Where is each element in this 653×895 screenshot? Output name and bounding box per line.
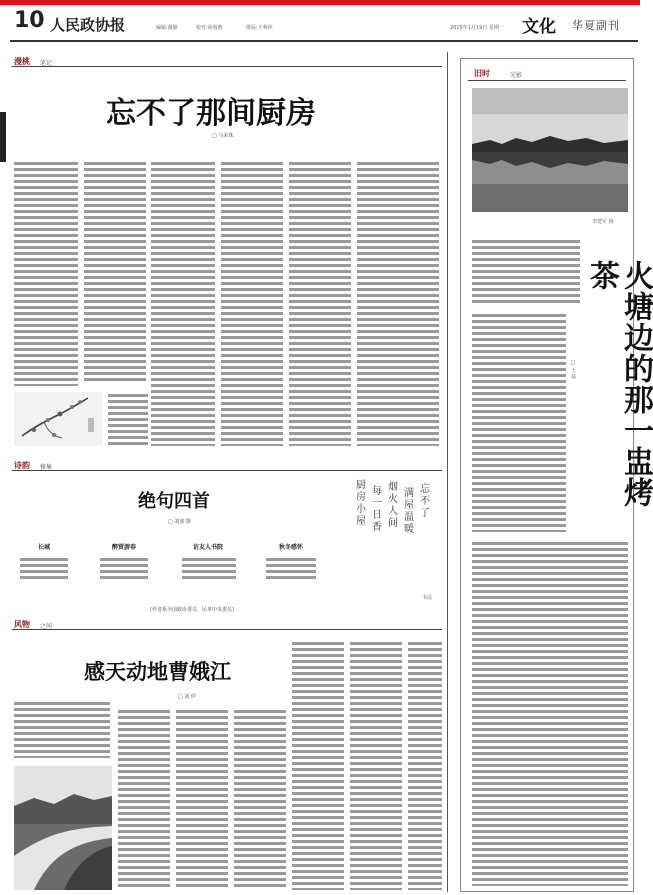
plum-blossom-painting	[14, 392, 102, 446]
article-text-column	[289, 160, 351, 446]
article-text-column	[14, 700, 110, 758]
poem-text	[20, 556, 68, 580]
article-byline: □ 王 琼	[570, 360, 576, 380]
supplement-name: 华夏副刊	[572, 19, 620, 32]
top-red-bar	[0, 0, 640, 5]
layout-credit: 排版:王利萍	[246, 25, 273, 31]
poem-title: 长城	[37, 544, 50, 551]
calligraphy-column: 满屋温暖	[404, 488, 414, 535]
article-title: 火塘边的那一盅烤茶	[584, 260, 653, 508]
article-text-column	[472, 312, 566, 532]
paper-name: 人民政协报	[50, 16, 126, 34]
section-sub: 雅集	[40, 464, 53, 471]
article-text-column	[151, 160, 215, 446]
section-rule	[12, 66, 442, 67]
intro-text	[472, 238, 580, 306]
section-label: 漫桃	[14, 57, 30, 66]
section-sub: 之间	[40, 623, 53, 630]
article-text-column	[408, 640, 442, 890]
article-title: 忘不了那间厨房	[106, 96, 316, 131]
poem-text	[266, 556, 316, 580]
page-header	[10, 8, 638, 42]
page-number: 10	[14, 8, 45, 33]
calligraphy-signature: 书法	[422, 595, 433, 601]
article-byline: □ 马荣珠	[212, 133, 234, 139]
article-text-column	[350, 640, 402, 890]
article-byline: □ 刘 伊	[178, 694, 196, 700]
section-sub: 光影	[510, 72, 523, 79]
proofreader-credit: 校对:胡蓉蓉	[196, 25, 223, 31]
calligraphy-column: 烟火人间	[388, 482, 398, 529]
article-text-column	[292, 640, 344, 890]
calligraphy-column: 厨房小屋	[356, 480, 366, 527]
article-text-column	[118, 708, 170, 890]
section-rule	[12, 470, 442, 471]
section-name: 文化	[522, 17, 556, 37]
article-title: 感天动地曹娥江	[84, 659, 231, 684]
article-text-column	[84, 160, 146, 382]
column-divider	[447, 52, 448, 892]
article-byline: □ 刘波 撰	[168, 519, 191, 525]
poem-title: 访友人书院	[192, 544, 223, 551]
article-text-column	[108, 392, 148, 446]
left-edge-stripe	[0, 112, 6, 162]
article-text-column	[472, 540, 628, 886]
section-label: 诗韵	[14, 461, 30, 470]
photo-credit: 李建军 摄	[592, 219, 614, 225]
article-text-column	[357, 160, 439, 446]
section-rule	[12, 629, 442, 630]
calligraphy-column: 忘不了	[420, 484, 430, 519]
poem-title: 秋冬感怀	[278, 544, 303, 551]
article-title: 绝句四首	[138, 491, 210, 512]
poem-text	[182, 556, 236, 580]
article-text-column	[14, 160, 78, 386]
lake-photo	[472, 88, 628, 212]
article-text-column	[234, 708, 286, 890]
calligraphy-column: 每一日香	[372, 486, 382, 533]
poem-text	[100, 556, 148, 580]
section-label: 风物	[14, 620, 30, 629]
section-label: 旧时	[474, 69, 490, 78]
editor-credit: 编辑:谢颖	[156, 25, 178, 31]
poem-title: 醉赏游春	[111, 544, 136, 551]
author-note: (作者系全国政协委员、民革中央委员)	[150, 607, 234, 613]
article-text-column	[176, 708, 228, 890]
calligraphy-artwork	[350, 478, 446, 606]
section-sub: 笔记	[40, 60, 53, 67]
issue-date: 2015年1月19日 星期一	[450, 25, 504, 31]
section-rule	[468, 80, 626, 81]
article-text-column	[221, 160, 283, 446]
river-photo	[14, 766, 112, 890]
